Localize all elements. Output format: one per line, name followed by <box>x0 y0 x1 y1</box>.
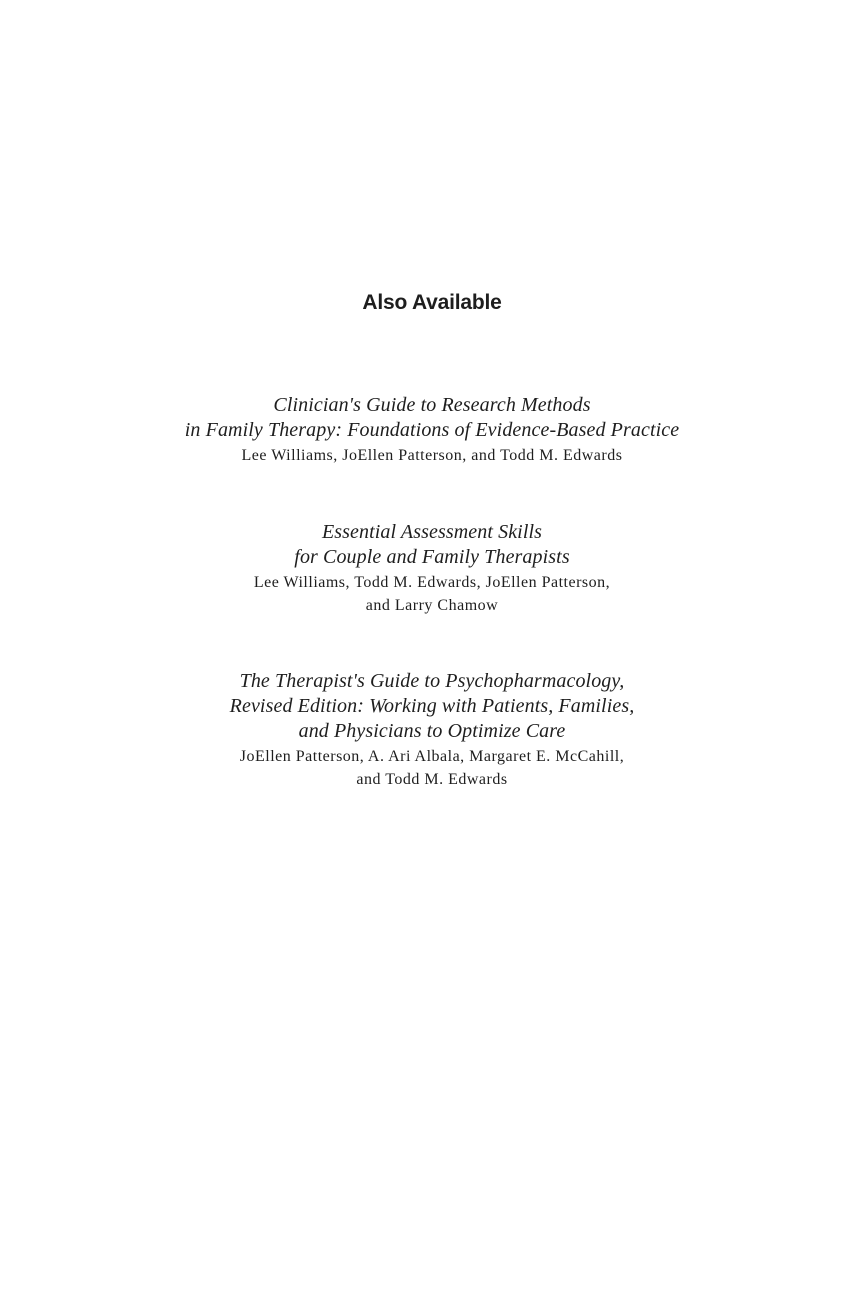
book-title <box>0 393 864 443</box>
book-title-line: for Couple and Family Therapists <box>294 546 570 568</box>
book-entry <box>0 393 864 468</box>
book-title <box>0 669 864 744</box>
book-authors-line: JoEllen Patterson, A. Ari Albala, Margaret E. McCahill, <box>239 748 625 765</box>
book-entry <box>0 520 864 617</box>
book-title-line: Clinician's Guide to Research Methods <box>273 394 591 416</box>
book-title-line: and Physicians to Optimize Care <box>298 720 566 742</box>
book-authors-line: and Larry Chamow <box>365 596 499 614</box>
book-title <box>0 520 864 570</box>
book-authors <box>0 445 864 468</box>
book-title-line: The Therapist's Guide to Psychopharmacology, <box>239 670 625 692</box>
book-title-line: Essential Assessment Skills <box>321 521 543 543</box>
book-authors-line: Lee Williams, Todd M. Edwards, JoEllen Patterson, <box>253 574 611 591</box>
book-title-line: in Family Therapy: Foundations of Evidence-Based Practice <box>184 419 680 441</box>
book-title-line: Revised Edition: Working with Patients, Families, <box>229 695 635 717</box>
page-heading: Also Available <box>362 291 502 314</box>
book-authors <box>0 746 864 791</box>
book-entry <box>0 669 864 791</box>
book-authors <box>0 572 864 617</box>
book-authors-line: and Todd M. Edwards <box>356 770 508 788</box>
book-authors-line: Lee Williams, JoEllen Patterson, and Todd M. Edwards <box>241 447 623 464</box>
